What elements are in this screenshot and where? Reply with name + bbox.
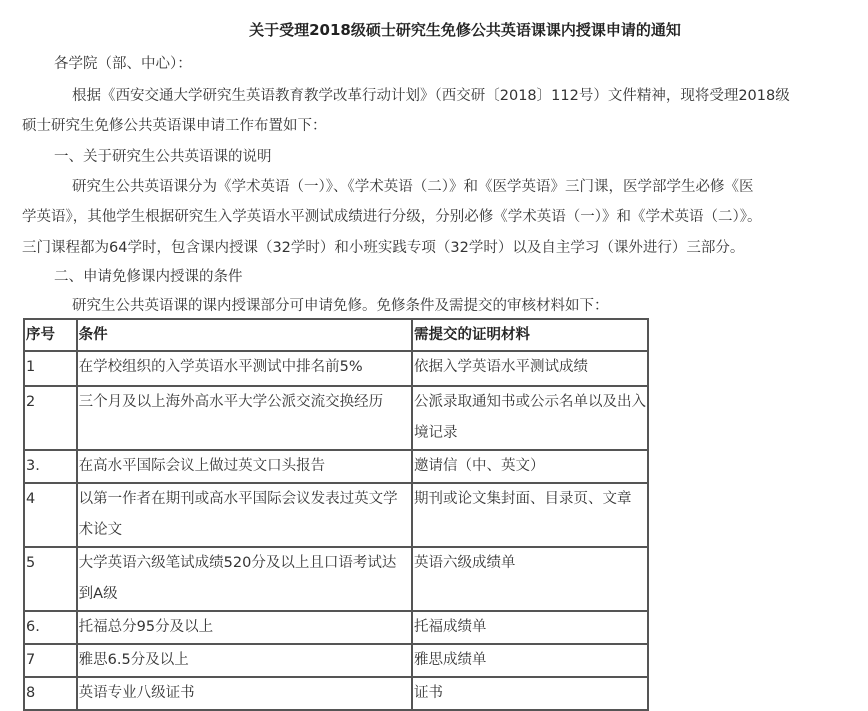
row-materials: 依据入学英语水平测试成绩: [412, 351, 648, 386]
row-no: 8: [24, 677, 77, 710]
intro-paragraph-line-1: 根据《西安交通大学研究生英语教育教学改革行动计划》（西交研〔2018〕112号）文件精神，现将受理2018级: [72, 88, 790, 104]
row-condition: 以第一作者在期刊或高水平国际会议发表过英文学术论文: [77, 483, 412, 547]
intro-paragraph-line-2: 硕士研究生免修公共英语课申请工作布置如下：: [22, 118, 327, 134]
row-no: 4: [24, 483, 77, 547]
header-materials: 需提交的证明材料: [412, 319, 648, 351]
header-condition: 条件: [77, 319, 412, 351]
row-materials: 托福成绩单: [412, 611, 648, 644]
row-condition: 三个月及以上海外高水平大学公派交流交换经历: [77, 386, 412, 450]
section-1-paragraph-line-2: 学英语》，其他学生根据研究生入学英语水平测试成绩进行分级，分别必修《学术英语（一）》和《学术英语（二）》。: [22, 209, 762, 225]
table-row: [24, 386, 648, 450]
table-row: [24, 611, 648, 644]
row-no: 3.: [24, 450, 77, 483]
section-2-heading: 二、申请免修课内授课的条件: [54, 269, 243, 285]
table-row: [24, 644, 648, 677]
table-row: [24, 450, 648, 483]
exemption-conditions-table: [23, 318, 649, 711]
document-title: 关于受理2018级硕士研究生免修公共英语课课内授课申请的通知: [249, 21, 681, 39]
row-materials: 雅思成绩单: [412, 644, 648, 677]
row-no: 5: [24, 547, 77, 611]
row-materials: 证书: [412, 677, 648, 710]
section-2-paragraph-line-1: 研究生公共英语课的课内授课部分可申请免修。免修条件及需提交的审核材料如下：: [72, 298, 609, 314]
row-materials: 英语六级成绩单: [412, 547, 648, 611]
salutation: 各学院（部、中心）：: [54, 56, 192, 72]
row-condition: 英语专业八级证书: [77, 677, 412, 710]
row-no: 6.: [24, 611, 77, 644]
section-1-heading: 一、关于研究生公共英语课的说明: [54, 149, 272, 165]
row-no: 7: [24, 644, 77, 677]
header-no: 序号: [24, 319, 77, 351]
row-condition: 大学英语六级笔试成绩520分及以上且口语考试达到A级: [77, 547, 412, 611]
table-row: [24, 483, 648, 547]
section-1-paragraph-line-3: 三门课程都为64学时，包含课内授课（32学时）和小班实践专项（32学时）以及自主学习（课外进行）三部分。: [22, 240, 745, 256]
row-condition: 托福总分95分及以上: [77, 611, 412, 644]
row-condition: 在高水平国际会议上做过英文口头报告: [77, 450, 412, 483]
row-materials: 公派录取通知书或公示名单以及出入境记录: [412, 386, 648, 450]
row-materials: 邀请信（中、英文）: [412, 450, 648, 483]
table-row: [24, 351, 648, 386]
table-header-row: [24, 319, 648, 351]
row-condition: 雅思6.5分及以上: [77, 644, 412, 677]
table-row: [24, 547, 648, 611]
table-row: [24, 677, 648, 710]
row-no: 2: [24, 386, 77, 450]
row-materials: 期刊或论文集封面、目录页、文章: [412, 483, 648, 547]
section-1-paragraph-line-1: 研究生公共英语课分为《学术英语（一）》、《学术英语（二）》和《医学英语》三门课，医学部学生必修《医: [72, 179, 754, 195]
row-condition: 在学校组织的入学英语水平测试中排名前5%: [77, 351, 412, 386]
row-no: 1: [24, 351, 77, 386]
